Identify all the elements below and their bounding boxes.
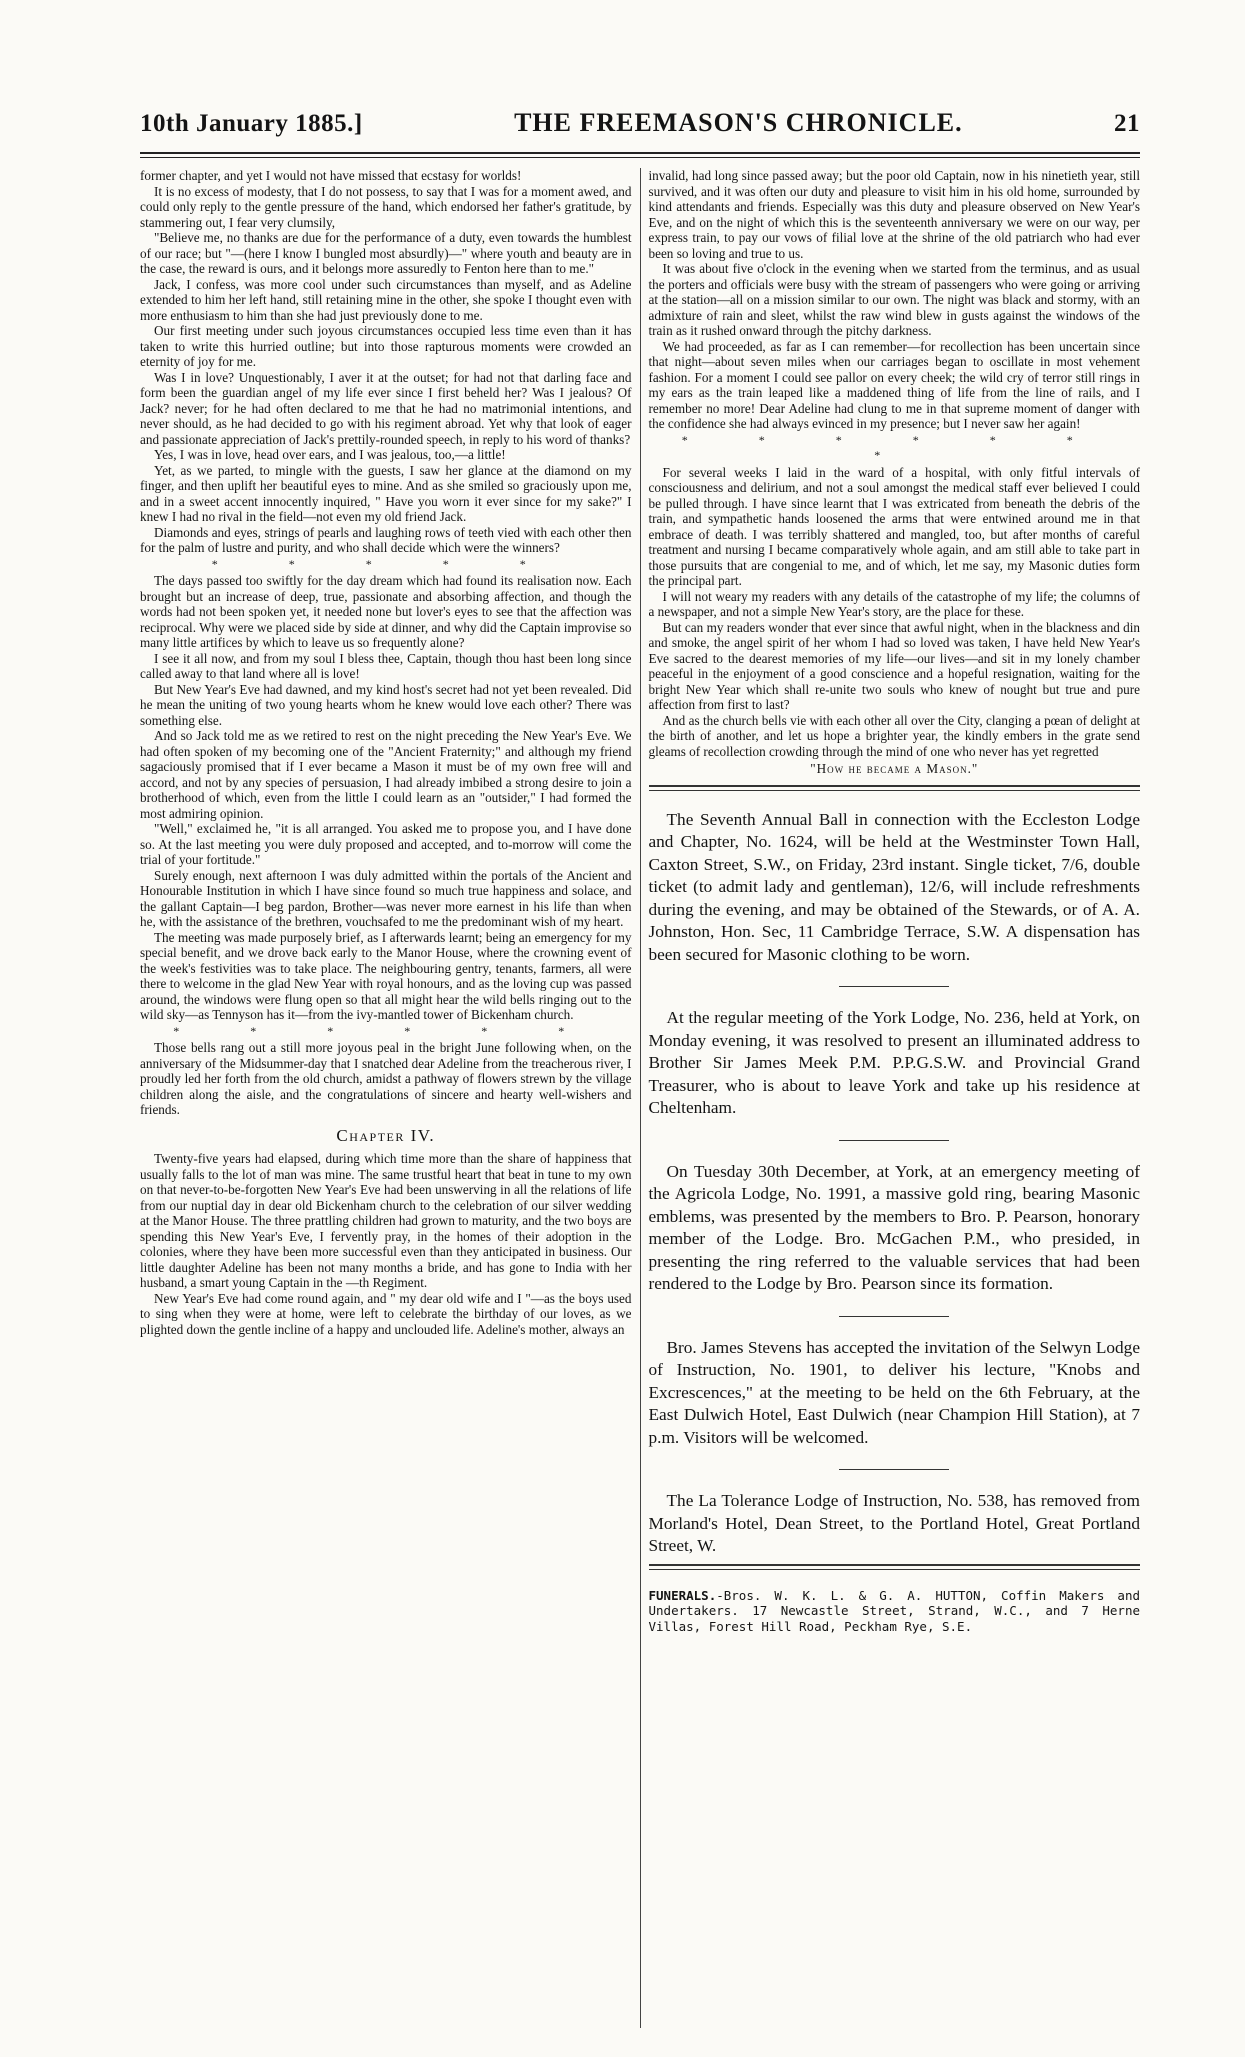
paragraph: Yes, I was in love, head over ears, and I was jealous, too,—a little!	[154, 447, 506, 462]
paragraph: "Well," exclaimed he, "it is all arranged. You asked me to propose you, and I have done so. At the last meeting you were duly proposed and accepted, and to-morrow will come the trial of your fortitude."	[140, 821, 632, 867]
paragraph: invalid, had long since passed away; but the poor old Captain, now in his ninetieth year, still survived, and it was often our duty and pleasure to visit him in his old home, surrounded by kind attendants and friends. Especially was this duty and pleasure observed on New Year's Eve, and on the night of which this is the seventeenth anniversary we were on our way, per express train, to pay our vows of filial love at the shrine of the old patriarch who had ever been so loving and true to us.	[648, 168, 1140, 261]
right-column	[641, 168, 1141, 2028]
section-break-stars: * * * * *	[211, 556, 560, 571]
masthead-rule	[140, 152, 1140, 158]
publication-title: THE FREEMASON'S CHRONICLE.	[514, 108, 963, 137]
paragraph: It was about five o'clock in the evening when we started from the terminus, and as usual the porters and officials were busy with the stream of passengers who were going or arriving at the station—all on a mission similar to our own. The night was black and stormy, with an admixture of rain and sleet, whilst the raw wind blew in gusts against the windows of the train as it rushed onward through the pitchy darkness.	[648, 261, 1140, 338]
section-rule	[649, 785, 1141, 791]
section-break-stars: * * * * * *	[173, 1023, 599, 1038]
paragraph: And as the church bells vie with each other all over the City, clanging a pœan of delight at the birth of another, and let us hope a brighter year, the kindly embers in the grate send gleams of recollection crowding through the mind of one who never has yet regretted	[648, 712, 1140, 759]
paragraph: Surely enough, next afternoon I was duly admitted within the portals of the Ancient and Honourable Institution in which I have since found so much true happiness and solace, and the gallant Captain—I beg pardon, Brother—was never more earnest in his life than when he, with the assistance of the brethren, vouchsafed to me the predominant wish of my heart.	[140, 867, 632, 929]
paragraph: Our first meeting under such joyous circumstances occupied less time even than it has taken to write this hurried outline; but into those rapturous moments were crowded an eternity of joy for me.	[140, 323, 632, 369]
section-break-stars: * * * * * * *	[681, 432, 1107, 462]
notice-text: Bro. James Stevens has accepted the invitation of the Selwyn Lodge of Instruction, No. 1901, to deliver his lecture, "Knobs and Excrescences," at the meeting to be held on the 6th February, at the East Dulwich Hotel, East Dulwich (near Champion Hill Station), at 7 p.m. Visitors will be welcomed.	[648, 1337, 1140, 1447]
paragraph: We had proceeded, as far as I can remember—for recollection has been uncertain since that night—about seven miles when our carriages began to oscillate in most vehement fashion. For a moment I could see pallor on every cheek; the wild cry of terror still rings in my ears as the train leaped like a maddened thing of life from the line of rails, and I remember no more! Dear Adeline had clung to me in that supreme moment of danger with the confidence she had always evinced in my presence; but I never saw her again!	[648, 338, 1140, 431]
paragraph: Diamonds and eyes, strings of pearls and laughing rows of teeth vied with each other then for the palm of lustre and purity, and who shall decide which were the winners?	[140, 524, 632, 555]
paragraph: The days passed too swiftly for the day dream which had found its realisation now. Each brought but an increase of deep, true, passionate and absorbing affection, and though the words had not been spoken yet, it needed none but lover's eyes to see that the affection was reciprocal. Why were we placed side by side at dinner, and why did the Captain improvise so many little artifices by which to leave us so frequently alone?	[140, 573, 632, 650]
paragraph: Yet, as we parted, to mingle with the guests, I saw her glance at the diamond on my finger, and then uplift her beautiful eyes to mine. And as she smiled so graciously upon me, and in a sweet accent innocently inquired, " Have you worn it ever since for my sake?" I knew I had no rival in the field—not even my old friend Jack.	[140, 462, 632, 524]
left-column	[140, 168, 640, 2028]
paragraph: I will not weary my readers with any details of the catastrophe of my life; the columns of a newspaper, and not a simple New Year's story, are the place for these.	[648, 588, 1140, 619]
paragraph: For several weeks I laid in the ward of a hospital, with only fitful intervals of consciousness and delirium, and not a soul amongst the medical staff ever believed I could be pulled through. I have since learnt that I was extricated from beneath the debris of the train, and sympathetic hands loosened the arms that were entwined around me in that embrace of death. I was terribly shattered and mangled, too, but after months of careful treatment and nursing I became comparatively whole again, and am still able to take part in those pursuits that are congenial to me, and of which, let me say, my Masonic duties form the principal part.	[648, 464, 1140, 588]
notice-text: The La Tolerance Lodge of Instruction, No. 538, has removed from Morland's Hotel, Dean Street, to the Portland Hotel, Great Portland Street, W.	[648, 1491, 1140, 1555]
paragraph: Twenty-five years had elapsed, during which time more than the share of happiness that usually falls to the lot of man was mine. The same trustful heart that beat in tune to my own on that never-to-be-forgotten New Year's Eve had been unswerving in all the relations of life from our nuptial day in dear old Bickenham church to the celebration of our silver wedding at the Manor House. The three prattling children had grown to maturity, and the two boys are spending this New Year's Eve, I fervently pray, in the homes of their adoption in the colonies, where they have been more successful even than they anticipated in business. Our little daughter Adeline has been not many months a bride, and has gone to India with her husband, a smart young Captain in the —th Regiment.	[140, 1151, 632, 1290]
paragraph: And so Jack told me as we retired to rest on the night preceding the New Year's Eve. We had often spoken of my becoming one of the "Ancient Fraternity;" and although my friend sagaciously promised that if I ever became a Mason it must be of my own free will and accord, and not by any species of persuasion, I had already imbibed a strong desire to join a brotherhood of which, even from the little I could learn as an "outsider," I had formed the most admiring opinion.	[140, 728, 632, 821]
section-rule	[649, 1564, 1141, 1570]
issue-date: 10th January 1885.]	[140, 110, 363, 137]
notice-agricola-lodge	[649, 1161, 1141, 1296]
paragraph: I see it all now, and from my soul I bless thee, Captain, though thou hast been long since called away to that land where all is love!	[140, 650, 632, 681]
notice-text: At the regular meeting of the York Lodge, No. 236, held at York, on Monday evening, it was resolved to present an illuminated address to Brother Sir James Meek P.M. P.P.G.S.W. and Provincial Grand Treasurer, who is about to leave York and take up his residence at Cheltenham.	[648, 1008, 1140, 1117]
paragraph: Jack, I confess, was more cool under such circumstances than myself, and as Adeline extended to him her left hand, still retaining mine in the other, she spoke I thought even with more enthusiasm to him than she had just previously done to me.	[140, 276, 632, 323]
funerals-advert	[649, 1588, 1141, 1635]
paragraph: former chapter, and yet I would not have missed that ecstasy for worlds!	[140, 168, 522, 183]
notice-selwyn-lodge	[649, 1337, 1141, 1450]
paragraph: "Believe me, no thanks are due for the performance of a duty, even towards the humblest of our race; but "—(here I know I bungled most absurdly)—" where youth and beauty are in the case, the reward is ours, and it belongs more assuredly to Fenton here than to me."	[140, 230, 632, 276]
notice-la-tolerance-lodge	[649, 1490, 1141, 1558]
masthead	[140, 108, 1140, 148]
paragraph: But New Year's Eve had dawned, and my kind host's secret had not yet been revealed. Did he mean the uniting of two young hearts whom he knew would love each other? There was something else.	[140, 681, 632, 728]
advert-text: -Bros. W. K. L. & G. A. HUTTON, Coffin Makers and Undertakers. 17 Newcastle Street, Strand, W.C., and 7 Herne Villas, Forest Hill Road, Peckham Rye, S.E.	[648, 1587, 1140, 1634]
notice-divider	[839, 986, 949, 987]
notice-text: On Tuesday 30th December, at York, at an emergency meeting of the Agricola Lodge, No. 1991, a massive gold ring, bearing Masonic emblems, was presented by the members to Bro. P. Pearson, honorary member of the Lodge. Bro. McGachen P.M., who presided, in presenting the ring referred to the valuable services that had been rendered to the Lodge by Bro. Pearson since its formation.	[648, 1161, 1140, 1293]
paragraph: The meeting was made purposely brief, as I afterwards learnt; being an emergency for my special benefit, and we drove back early to the Manor House, where the crowning event of the week's festivities was to take place. The neighbouring gentry, tenants, farmers, all were there to welcome in the glad New Year with royal honours, and as the loving cup was passed around, the windows were flung open so that all might hear the wild bells ringing out to the wild sky—as Tennyson has it—from the ivy-mantled tower of Bickenham church.	[140, 929, 632, 1022]
notice-eccleston-ball	[649, 809, 1141, 967]
paragraph: But can my readers wonder that ever since that awful night, when in the blackness and din and smoke, the angel spirit of her whom I had so loved was taken, I have held New Year's Eve sacred to the dearest memories of my life—our lives—and sit in my lonely chamber peaceful in the enjoyment of a good conscience and a hopeful resignation, waiting for the bright New Year which shall re-unite two souls who knew of nought but true and pure affection from first to last?	[648, 619, 1140, 712]
paragraph: It is no excess of modesty, that I do not possess, to say that I was for a moment awed, and could only reply to the gentle pressure of the hand, which endorsed her father's gratitude, by stammering out, I fear very clumsily,	[140, 183, 632, 230]
advert-lead: FUNERALS.	[648, 1587, 717, 1603]
notice-divider	[839, 1316, 949, 1317]
article-columns	[140, 168, 1140, 2028]
newspaper-page	[140, 108, 1140, 2038]
notice-divider	[839, 1469, 949, 1470]
paragraph: New Year's Eve had come round again, and " my dear old wife and I "—as the boys used to sing when they were at home, were left to celebrate the birthday of our loves, as we plighted down the gentle incline of a happy and unclouded life. Adeline's mother, always an	[140, 1290, 632, 1337]
page-number: 21	[1113, 110, 1140, 137]
chapter-heading: Chapter IV.	[336, 1125, 436, 1145]
notice-divider	[839, 1140, 949, 1141]
story-signature: "How he became a Mason."	[810, 761, 979, 776]
paragraph: Those bells rang out a still more joyous peal in the bright June following when, on the anniversary of the Midsummer-day that I snatched dear Adeline from the treacherous river, I proudly led her forth from the old church, amidst a pathway of flowers strewn by the village children along the aisle, and the congratulations of sincere and hearty well-wishers and friends.	[140, 1040, 632, 1117]
notice-york-lodge	[649, 1007, 1141, 1120]
notice-text: The Seventh Annual Ball in connection with the Eccleston Lodge and Chapter, No. 1624, will be held at the Westminster Town Hall, Caxton Street, S.W., on Friday, 23rd instant. Single ticket, 7/6, double ticket (to admit lady and gentleman), 12/6, will include refreshments during the evening, and may be obtained of the Stewards, or of A. A. Johnston, Hon. Sec, 11 Cambridge Terrace, S.W. A dispensation has been secured for Masonic clothing to be worn.	[648, 809, 1140, 964]
paragraph: Was I in love? Unquestionably, I aver it at the outset; for had not that darling face and form been the guardian angel of my life ever since I first beheld her? Was I jealous? Of Jack? never; for he had often declared to me that he had no matrimonial intentions, and never should, as he had decided to go with his regiment abroad. Yet why that look of eager and passionate appreciation of Jack's prettily-rounded speech, in reply to his word of thanks?	[140, 369, 632, 447]
